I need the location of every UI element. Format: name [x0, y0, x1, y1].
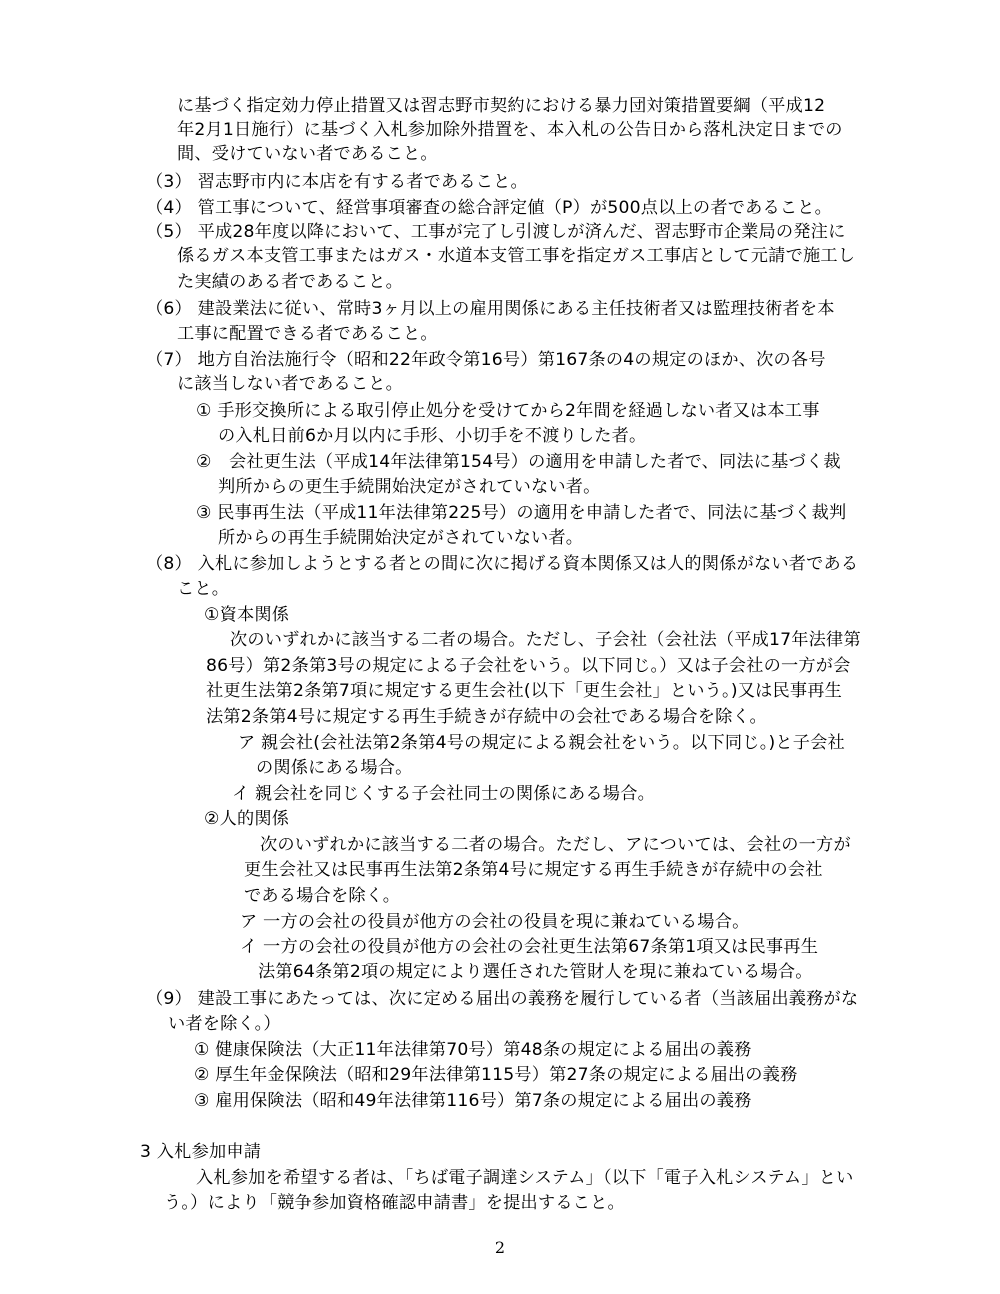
text-line: 所からの再生手続開始決定がされていない者。	[218, 528, 584, 548]
text-line: ア 一方の会社の役員が他方の会社の役員を現に兼ねている場合。	[240, 912, 750, 932]
text-line: に該当しない者であること。	[177, 374, 404, 394]
text-line: ① 手形交換所による取引停止処分を受けてから2年間を経過しない者又は本工事	[196, 401, 820, 421]
text-line: た実績のある者であること。	[177, 272, 404, 292]
text-line: ①資本関係	[204, 605, 290, 625]
text-line: 86号）第2条第3号の規定による子会社をいう。以下同じ。）又は子会社の一方が会	[206, 656, 851, 676]
text-line: 入札参加を希望する者は、「ちば電子調達システム」（以下「電子入札システム」とい	[196, 1168, 854, 1188]
text-line: ②人的関係	[204, 809, 290, 829]
page-number: 2	[494, 1238, 506, 1257]
text-line: （4） 管工事について、経営事項審査の総合評定値（P）が500点以上の者であること。	[146, 198, 833, 218]
text-line: （3） 習志野市内に本店を有する者であること。	[146, 172, 528, 192]
text-line: の関係にある場合。	[256, 758, 413, 778]
text-line: う。）により「競争参加資格確認申請書」を提出すること。	[164, 1193, 625, 1213]
text-line: （5） 平成28年度以降において、工事が完了し引渡しが済んだ、習志野市企業局の発注に	[146, 222, 846, 242]
text-line: い者を除く。）	[168, 1014, 281, 1034]
text-line: 法第64条第2項の規定により選任された管財人を現に兼ねている場合。	[258, 962, 813, 982]
text-line: イ 一方の会社の役員が他方の会社の会社更生法第67条第1項又は民事再生	[240, 937, 819, 957]
text-line: 工事に配置できる者であること。	[177, 324, 438, 344]
text-line: ア 親会社(会社法第2条第4号の規定による親会社をいう。以下同じ。)と子会社	[238, 733, 845, 753]
text-line: （7） 地方自治法施行令（昭和22年政令第16号）第167条の4の規定のほか、次の各号	[146, 350, 826, 370]
text-line: 判所からの更生手続開始決定がされていない者。	[218, 477, 601, 497]
text-line: 法第2条第4号に規定する再生手続きが存続中の会社である場合を除く。	[206, 707, 767, 727]
text-line: ① 健康保険法（大正11年法律第70号）第48条の規定による届出の義務	[194, 1040, 752, 1060]
text-line: ③ 雇用保険法（昭和49年法律第116号）第7条の規定による届出の義務	[194, 1091, 752, 1111]
section-heading: 3 入札参加申請	[140, 1142, 262, 1162]
text-line: ② 厚生年金保険法（昭和29年法律第115号）第27条の規定による届出の義務	[194, 1065, 798, 1085]
text-line: こと。	[177, 579, 230, 599]
text-line: の入札日前6か月以内に手形、小切手を不渡りした者。	[218, 426, 647, 446]
text-line: 次のいずれかに該当する二者の場合。ただし、アについては、会社の一方が	[260, 835, 851, 855]
text-line: 更生会社又は民事再生法第2条第4号に規定する再生手続きが存続中の会社	[244, 860, 823, 880]
text-line: に基づく指定効力停止措置又は習志野市契約における暴力団対策措置要綱（平成12	[177, 96, 826, 116]
text-line: イ 親会社を同じくする子会社同士の関係にある場合。	[232, 784, 655, 804]
text-line: 係るガス本支管工事またはガス・水道本支管工事を指定ガス工事店として元請で施工し	[177, 246, 856, 266]
text-line: 社更生法第2条第7項に規定する更生会社(以下「更生会社」という。)又は民事再生	[206, 681, 843, 701]
text-line: （6） 建設業法に従い、常時3ヶ月以上の雇用関係にある主任技術者又は監理技術者を本	[146, 299, 835, 319]
text-line: （8） 入札に参加しようとする者との間に次に掲げる資本関係又は人的関係がない者である	[146, 554, 859, 574]
text-line: （9） 建設工事にあたっては、次に定める届出の義務を履行している者（当該届出義務がな	[146, 989, 859, 1009]
text-line: 年2月1日施行）に基づく入札参加除外措置を、本入札の公告日から落札決定日までの	[177, 120, 843, 140]
text-line: 間、受けていない者であること。	[177, 144, 438, 164]
text-line: 次のいずれかに該当する二者の場合。ただし、子会社（会社法（平成17年法律第	[230, 630, 861, 650]
text-line: ③ 民事再生法（平成11年法律第225号）の適用を申請した者で、同法に基づく裁判	[196, 503, 847, 523]
text-line: ② 会社更生法（平成14年法律第154号）の適用を申請した者で、同法に基づく裁	[196, 452, 841, 472]
text-line: である場合を除く。	[244, 886, 401, 906]
